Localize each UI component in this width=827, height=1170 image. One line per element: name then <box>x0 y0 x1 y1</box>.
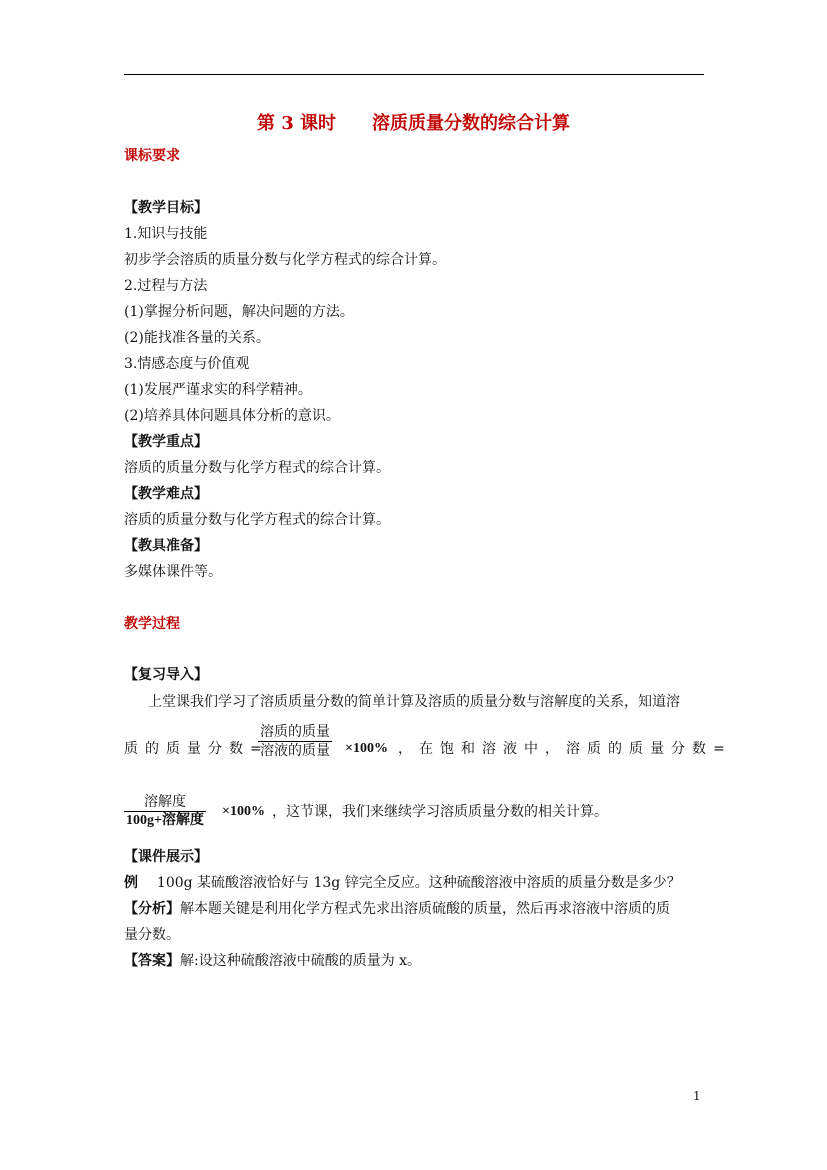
header-rule <box>124 74 704 75</box>
example-label: 例 <box>124 875 138 891</box>
fraction-denominator: 100g+溶解度 <box>126 813 204 828</box>
solubility-formula <box>124 793 206 830</box>
review-line-2-prefix: 质的质量分数= <box>124 741 269 757</box>
review-line-3: ，这节课，我们来继续学习溶质质量分数的相关计算。 <box>272 804 608 820</box>
lesson-topic: 溶质质量分数的综合计算 <box>372 113 571 134</box>
times-100-percent-1: ×100% <box>345 741 388 756</box>
review-line-1: 上堂课我们学习了溶质质量分数的简单计算及溶质的质量分数与溶解度的关系，知道溶 <box>148 694 680 710</box>
difficulty-heading: 【教学难点】 <box>124 486 208 502</box>
objectives-heading: 【教学目标】 <box>124 200 208 216</box>
process-section-heading: 教学过程 <box>124 616 180 632</box>
knowledge-text: 初步学会溶质的质量分数与化学方程式的综合计算。 <box>124 252 446 268</box>
answer-text: 解:设这种硫酸溶液中硫酸的质量为 x。 <box>180 953 422 969</box>
page-number: 1 <box>693 1089 701 1103</box>
times-100-percent-2: ×100% <box>222 804 265 819</box>
fraction-numerator: 溶解度 <box>143 794 186 810</box>
key-point-text: 溶质的质量分数与化学方程式的综合计算。 <box>124 460 390 476</box>
analysis-label: 【分析】 <box>124 901 180 917</box>
process-heading: 2.过程与方法 <box>124 278 208 294</box>
process-item-2: (2)能找准各量的关系。 <box>124 330 270 346</box>
answer-line <box>124 952 421 970</box>
page-title <box>0 112 827 136</box>
materials-text: 多媒体课件等。 <box>124 564 222 580</box>
emotion-heading: 3.情感态度与价值观 <box>124 356 250 372</box>
fraction-numerator: 溶质的质量 <box>260 724 330 740</box>
curriculum-heading: 课标要求 <box>124 148 180 164</box>
key-point-heading: 【教学重点】 <box>124 434 208 450</box>
difficulty-text: 溶质的质量分数与化学方程式的综合计算。 <box>124 512 390 528</box>
emotion-item-2: (2)培养具体问题具体分析的意识。 <box>124 408 340 424</box>
answer-label: 【答案】 <box>124 953 180 969</box>
review-heading: 【复习导入】 <box>124 667 208 683</box>
example-line <box>124 874 681 892</box>
example-text: 100g 某硫酸溶液恰好与 13g 锌完全反应。这种硫酸溶液中溶质的质量分数是多少？ <box>156 875 681 891</box>
mass-fraction-formula <box>258 723 332 760</box>
lesson-number: 第 3 课时 <box>256 113 337 134</box>
emotion-item-1: (1)发展严谨求实的科学精神。 <box>124 382 312 398</box>
analysis-line-1 <box>124 900 670 918</box>
fraction-denominator: 溶液的质量 <box>260 743 330 759</box>
process-item-1: (1)掌握分析问题，解决问题的方法。 <box>124 304 354 320</box>
review-line-2-mid: ，在饱和溶液中，溶质的质量分数= <box>398 741 732 757</box>
courseware-heading: 【课件展示】 <box>124 849 208 865</box>
analysis-text: 解本题关键是利用化学方程式先求出溶质硫酸的质量，然后再求溶液中溶质的质 <box>180 901 670 917</box>
knowledge-heading: 1.知识与技能 <box>124 226 208 242</box>
materials-heading: 【教具准备】 <box>124 538 208 554</box>
analysis-line-2: 量分数。 <box>124 927 180 943</box>
